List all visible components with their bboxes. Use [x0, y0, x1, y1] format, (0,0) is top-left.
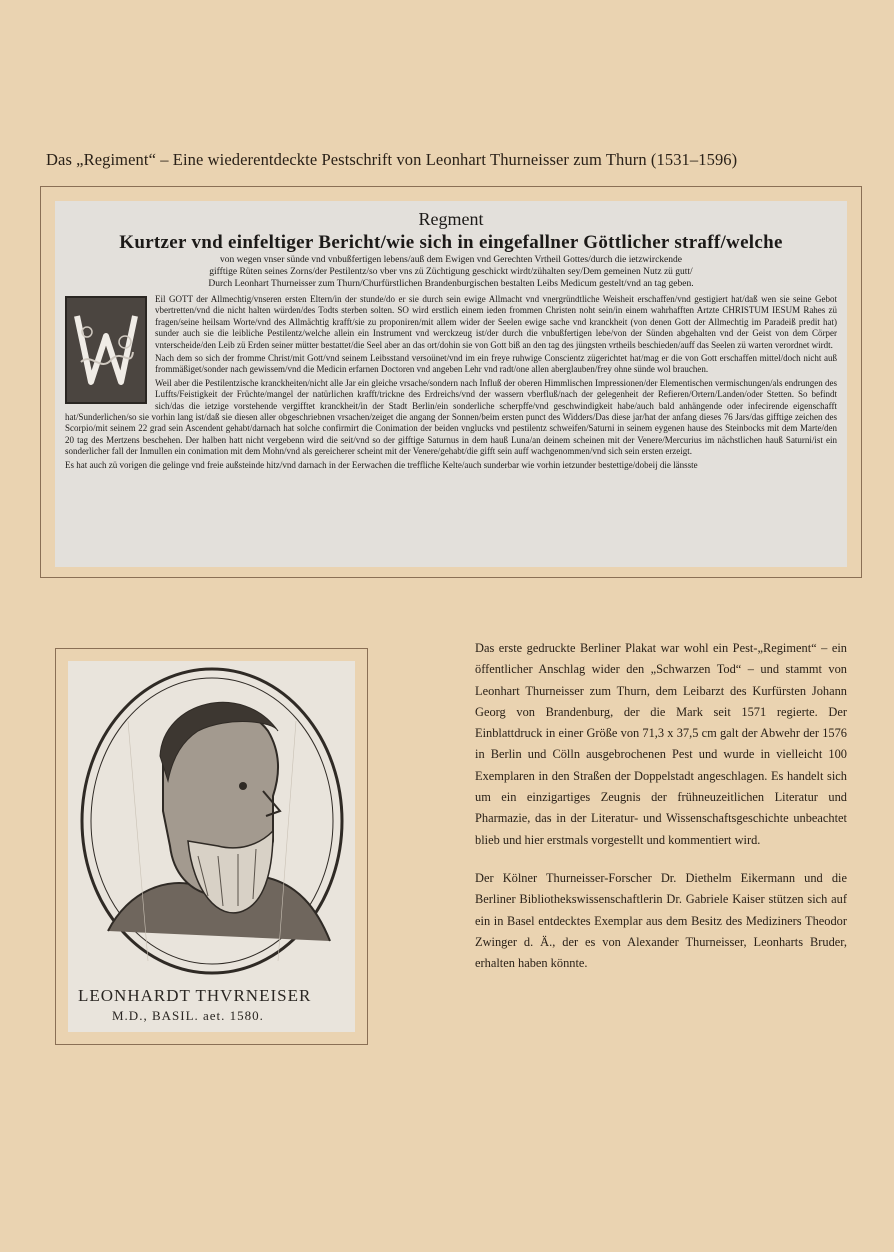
plakat-image-frame — [40, 186, 862, 578]
page-title: Das „Regiment“ – Eine wiederentdeckte Pestschrift von Leonhart Thurneisser zum Thurn (1531–1596) — [46, 150, 738, 169]
plakat-line-3: Durch Leonhart Thurneisser zum Thurn/Churfürstlichen Brandenburgischen bestalten Leibs Medicum gestelt/vnd an tag geben. — [208, 279, 694, 289]
plakat-body — [65, 294, 837, 471]
decorated-initial-w-icon — [65, 296, 147, 404]
plakat-line-2: gifftige Rüten seines Zorns/der Pestilentz/so vber vns zü Züchtigung geschickt wirdt/zühalten sey/Dem gemeinen Nutz zü gutt/ — [209, 267, 693, 277]
plakat-line-1: von wegen vnser sünde vnd vnbußfertigen lebens/auß dem Ewigen vnd Gerechten Vrtheil Gottes/durch die ietzwirckende — [220, 255, 682, 265]
portrait-engraving-icon — [68, 661, 355, 1032]
plakat-paragraph-3: Weil aber die Pestilentzische kranckheiten/nicht alle Jar ein gleiche vrsache/sondern nach Influß der oberen Himmlischen Impressionen/der Elementischen vermischungen/als endrungen des Luffts/Feistigkeit der Früchte/mangel der natürlichen krafft/trickne des Erdreichs/vnd der wassern vberfluß/nach der gelegenheit der Refieren/Ortern/Landen/oder Stetten. So befindt sich/das die ietzige vorstehende vergifftet kranckheit/in der Stadt Berlin/ein sonderliche scherpffe/vnd geschwindigkeit habe/auch bald anhängende oder infecirende eigenschafft hat/Sunderlichen/so sie vorhin lang ist/daß sie diesen aller obgeschriebnen vrsachen/zeiget die angang der Sonnen/beim ersten punct des Widders/Das diese jar/hat der anfang dieses 76 Jars/das gifftige zeichen des Scorpio/mit seinem 22 grad sein Ascendent gehabt/darnach hat solche confirmirt die Conimation der beiden vnglucks vnd pestilentz schweifen/Saturni in seinem eygenen hause des Steinbocks mit dem Marte/den 20 tag des Mertzens beschehen. Der halben hatt nicht vergebenn wird die seit/vnd so der gifftige Saturnus in dem hauß Luna/an deinem scheinen mit der Venere/Mercurius im nächstlichen hauß Saturni/ist ein sonderlicher fall der Inmullen ein conimation mit dem Mohn/vnd als gereicherer scheint mit der Venere/gehabt/die gifft sein auff wachgenommen/vnd sich sein ersten erzeigt. — [65, 377, 837, 457]
plakat-facsimile — [55, 201, 847, 567]
portrait-caption-detail: M.D., BASIL. aet. 1580. — [112, 1008, 264, 1023]
article-text — [475, 638, 847, 991]
article-paragraph-1: Das erste gedruckte Berliner Plakat war wohl ein Pest-„Regiment“ – ein öffentlicher Anschlag wider den „Schwarzen Tod“ – und stammt von Leonhart Thurneisser zum Thurn, dem Leibarzt des Kurfürsten Johann Georg von Brandenburg, der die Mark seit 1571 regierte. Der Einblattdruck in einer Größe von 71,3 x 37,5 cm galt der Abwehr der 1576 in Berlin und Cölln ausgebrochenen Pest und wurde in vielleicht 100 Exemplaren in den Straßen der Doppelstadt angeschlagen. Es handelt sich um ein einzigartiges Zeugnis der frühneuzeitlichen Literatur und Pharmazie, das in der Literatur- und Wissenschaftsgeschichte unbeachtet blieb und hier erstmals vorgestellt und kommentiert wird. — [475, 641, 847, 847]
plakat-paragraph-1: Eil GOTT der Allmechtig/vnseren ersten Eltern/in der stunde/do er sie durch sein ewige Allmacht vnd vnergründtliche Weisheit erschaffen/vnd gestigiert hat/daß wen sie seine Gebot vbertretten/vnd die nicht halten würden/des Todts sterben solten. SO wird erstlich einem ieden frommen Christen noht sein/in einem wahrhafften Artzte CHRISTUM IESUM Rahes zü fragen/seine heilsam Worte/vnd des Allmächtig krafft/sie zu proponiren/mit allem wider der Seelen ewige sache vnd kranckheit (von denen Gott der Allmechtig im Paradeiß predit hat) sunder auch sie die leibliche Pestilentz/welche allein ein Instrument vnd werckzeug ist/der durch die vnbußfertigen lebe/von der Sünden abgehalten vnd der Geist von dem Cörper vnterscheide/den Leib zü Erden seiner mütter bestattet/die Seel aber an das ort/dohin sie von Gott biß an den tag des jüngsten vrtheils beschieden/auff das Seelen zü warten verordnet wirdt. — [155, 294, 837, 350]
portrait-image-frame — [55, 648, 368, 1045]
article-paragraph-2: Der Kölner Thurneisser-Forscher Dr. Diethelm Eikermann und die Berliner Bibliothekswissenschaftlerin Dr. Gabriele Kaiser stützen sich auf ein in Basel entdecktes Exemplar aus dem Besitz des Mediziners Theodor Zwinger d. Ä., der es von Alexander Thurneisser, Leonharts Bruder, erhalten haben könnte. — [475, 870, 847, 971]
plakat-heading: Regment — [418, 209, 484, 229]
plakat-paragraph-4: Es hat auch zü vorigen die gelinge vnd freie außsteinde hitz/vnd darnach in der Eerwachen die treffliche Kelte/auch sunderbar wie vorhin ietzunder bestettige/dobeij die länsste — [65, 459, 698, 470]
plakat-subheading: Kurtzer vnd einfeltiger Bericht/wie sich in eingefallner Göttlicher straff/welche — [119, 232, 783, 253]
plakat-paragraph-2: Nach dem so sich der fromme Christ/mit Gott/vnd seinem Leibsstand versoünet/vnd im ein freye ruhwige Conscientz zügerichtet hat/mag er die von Gott erschaffen mittel/doch nicht auß frommäßiget/sonder nach gewissem/vnd die Medicin erfarnen Doctoren vnd angeben Lehr vnd radt/one allen aberglauben/frey ohne sünde wol brauchen. — [155, 353, 837, 375]
portrait-caption-name: LEONHARDT THVRNEISER — [78, 986, 312, 1005]
portrait-engraving — [68, 661, 355, 1032]
portrait-caption — [78, 986, 347, 1024]
